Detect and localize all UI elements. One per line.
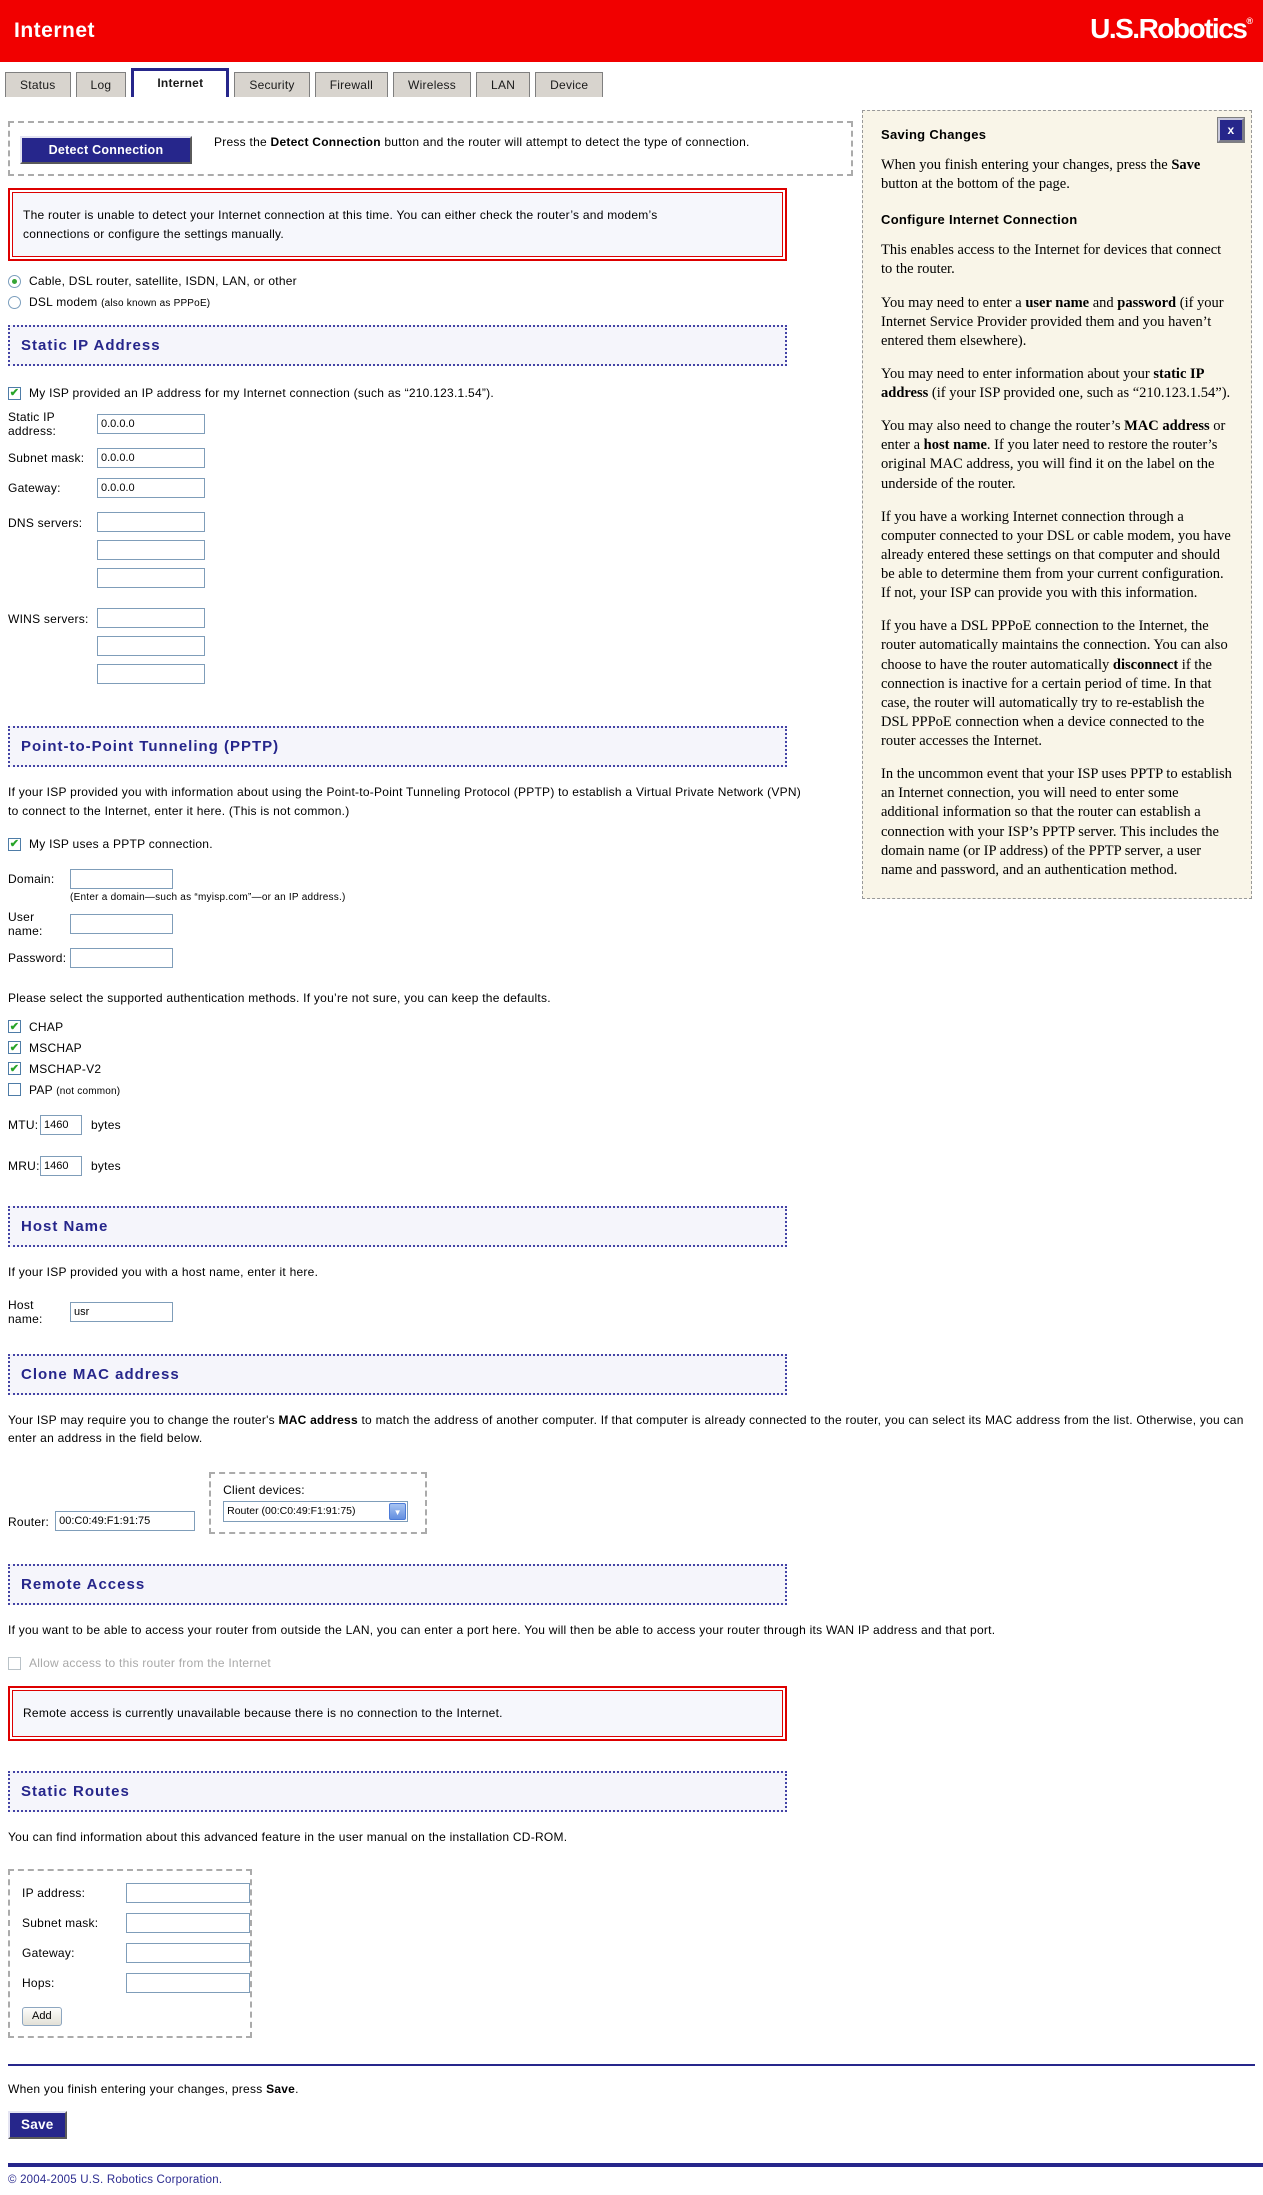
checkmark-icon: ✔ <box>9 1020 20 1033</box>
username-label: User name: <box>8 910 43 939</box>
checkbox-unchecked-icon[interactable] <box>8 1083 21 1096</box>
dns-server-inputs <box>97 512 205 588</box>
tab-bar <box>5 70 1263 97</box>
section-static-routes-heading: Static Routes <box>8 1771 787 1812</box>
section-host-name-heading: Host Name <box>8 1206 787 1247</box>
help-paragraph: If you have a working Internet connection through a computer connected to your DSL or cable modem, you have already entered these settings on that computer and should be able to determine them from your current configuration. If not, your ISP can provide you with this information. <box>881 508 1231 602</box>
dropdown-arrow-icon: ▼ <box>389 1503 406 1520</box>
mru-input[interactable] <box>40 1156 82 1176</box>
clone-mac-description: Your ISP may require you to change the router's MAC address to match the address of another computer. If that computer is already connected to the router, you can select its MAC address from the list. Otherwise, you can enter an address in the field below. <box>8 1412 1244 1446</box>
help-paragraph: You may need to enter information about your static IP address (if your ISP provided one, such as “210.123.1.54”). <box>881 365 1231 401</box>
tab-internet[interactable]: Internet <box>131 68 229 97</box>
mtu-input[interactable] <box>40 1115 82 1135</box>
host-name-input[interactable] <box>70 1302 173 1322</box>
tab-log[interactable]: Log <box>76 72 127 97</box>
host-name-row <box>8 1298 1263 1326</box>
add-route-button[interactable]: Add <box>22 2007 62 2026</box>
radio-unselected-icon[interactable] <box>8 296 21 309</box>
route-hops-input[interactable] <box>126 1973 250 1993</box>
remote-unavailable-alert <box>8 1686 787 1741</box>
route-gateway-row <box>22 1943 240 1963</box>
username-row <box>8 910 1263 938</box>
footer-divider <box>8 2064 1255 2066</box>
route-subnet-label: Subnet mask: <box>22 1915 99 1930</box>
domain-hint: (Enter a domain—such as “myisp.com”—or an IP address.) <box>70 892 346 904</box>
checkbox-label: MSCHAP <box>29 1040 82 1055</box>
route-subnet-input[interactable] <box>126 1913 250 1933</box>
detect-connection-description: Press the Detect Connection button and the router will attempt to detect the type of connection. <box>214 135 750 149</box>
wins-server-input-3[interactable] <box>97 664 205 684</box>
auth-methods-description: Please select the supported authentication methods. If you’re not sure, you can keep the defaults. <box>8 991 551 1006</box>
page-title: Internet <box>14 19 96 42</box>
client-devices-panel <box>209 1472 427 1534</box>
tab-lan[interactable]: LAN <box>476 72 530 97</box>
help-paragraph: You may also need to change the router’s MAC address or enter a host name. If you later need to restore the router’s original MAC address, you will find it on the label on the underside of the router. <box>881 418 1226 492</box>
help-paragraph: You may need to enter a user name and password (if your Internet Service Provider provided them and you haven’t entered them elsewhere). <box>881 294 1224 349</box>
checkbox-checked-icon[interactable] <box>8 1041 21 1054</box>
dns-server-input-2[interactable] <box>97 540 205 560</box>
route-gateway-label: Gateway: <box>22 1945 75 1960</box>
no-connection-alert-text: The router is unable to detect your Internet connection at this time. You can either check the router’s and modem’s connections or configure the settings manually. <box>23 208 658 241</box>
username-input[interactable] <box>70 914 173 934</box>
dns-server-input-1[interactable] <box>97 512 205 532</box>
checkbox-label: MSCHAP-V2 <box>29 1061 102 1076</box>
copyright-text: © 2004-2005 U.S. Robotics Corporation. <box>8 2173 223 2186</box>
route-hops-label: Hops: <box>22 1975 55 1990</box>
route-gateway-input[interactable] <box>126 1943 250 1963</box>
no-connection-alert <box>8 188 787 261</box>
static-ip-input[interactable] <box>97 414 205 434</box>
clone-mac-controls <box>8 1472 1263 1534</box>
client-devices-selected-option: Router (00:C0:49:F1:91:75) <box>227 1505 356 1518</box>
auth-mschap-row <box>8 1041 1263 1055</box>
subnet-mask-input[interactable] <box>97 448 205 468</box>
checkbox-label-text: PAP <box>29 1082 53 1097</box>
section-clone-mac-heading: Clone MAC address <box>8 1354 787 1395</box>
mru-units: bytes <box>91 1158 121 1173</box>
tab-wireless[interactable]: Wireless <box>393 72 471 97</box>
checkbox-checked-icon[interactable] <box>8 387 21 400</box>
dns-server-input-3[interactable] <box>97 568 205 588</box>
allow-remote-access-row <box>8 1656 1263 1670</box>
router-mac-input[interactable] <box>55 1511 195 1531</box>
remote-unavailable-alert-text: Remote access is currently unavailable because there is no connection to the Internet. <box>23 1706 503 1721</box>
checkbox-label <box>29 1083 120 1097</box>
checkmark-icon: ✔ <box>9 1062 20 1075</box>
dns-servers-label: DNS servers: <box>8 516 83 531</box>
mru-row <box>8 1156 1263 1176</box>
route-ip-label: IP address: <box>22 1885 86 1900</box>
radio-dot-icon <box>12 279 17 284</box>
pptp-description: If your ISP provided you with information about using the Point-to-Point Tunneling Protocol (PPTP) to establish a Virtual Private Network (VPN) to connect to the Internet, enter it here. (This is not common.) <box>8 785 802 818</box>
footer-bar <box>8 2163 1263 2167</box>
tab-security[interactable]: Security <box>234 72 309 97</box>
mtu-label: MTU: <box>8 1117 39 1132</box>
remote-access-description: If you want to be able to access your router from outside the LAN, you can enter a port here. You will then be able to access your router through its WAN IP address and that port. <box>8 1622 996 1637</box>
wins-servers-label: WINS servers: <box>8 612 89 627</box>
host-name-description: If your ISP provided you with a host name, enter it here. <box>8 1264 319 1279</box>
checkbox-label: My ISP provided an IP address for my Internet connection (such as “210.123.1.54”). <box>29 386 494 401</box>
auth-methods-group <box>8 1020 1263 1097</box>
auth-mschapv2-row <box>8 1062 1263 1076</box>
help-paragraph: In the uncommon event that your ISP uses PPTP to establish an Internet connection, you will need to enter some additional information so that the router can establish a connection with your ISP’s PPTP server. This includes the domain name (or IP address) of the PPTP server, a user name and password, and an authentication method. <box>881 766 1232 878</box>
help-paragraph: If you have a DSL PPPoE connection to the Internet, the router automatically maintains the connection. You can also choose to have the router automatically disconnect if the connection is inactive for a certain period of time. In that case, the router will automatically try to re-establish the DSL PPPoE connection when a device connected to the router accesses the Internet. <box>881 618 1228 749</box>
wins-server-input-2[interactable] <box>97 636 205 656</box>
help-panel <box>862 110 1252 899</box>
detect-connection-panel <box>8 121 853 176</box>
close-icon[interactable]: x <box>1218 118 1244 142</box>
static-routes-panel <box>8 1869 252 2038</box>
route-hops-row <box>22 1973 240 1993</box>
checkmark-icon: ✔ <box>9 387 20 400</box>
remote-unavailable-alert-body <box>12 1690 783 1737</box>
mtu-row <box>8 1115 1263 1135</box>
route-ip-input[interactable] <box>126 1883 250 1903</box>
radio-label-text: DSL modem <box>29 295 98 310</box>
checkmark-icon: ✔ <box>9 838 20 851</box>
checkbox-label: Allow access to this router from the Internet <box>29 1656 272 1671</box>
checkbox-checked-icon[interactable] <box>8 1062 21 1075</box>
client-devices-select[interactable] <box>223 1501 408 1522</box>
domain-label: Domain: <box>8 872 55 887</box>
usrobotics-logo <box>1090 13 1253 45</box>
section-static-ip-heading: Static IP Address <box>8 325 787 366</box>
tab-firewall[interactable]: Firewall <box>315 72 388 97</box>
save-note: When you finish entering your changes, press Save. <box>8 2081 299 2096</box>
help-panel-title: Saving Changes <box>881 127 987 142</box>
tab-status[interactable]: Status <box>5 72 71 97</box>
wins-server-input-1[interactable] <box>97 608 205 628</box>
mtu-units: bytes <box>91 1117 121 1132</box>
detect-connection-button[interactable]: Detect Connection <box>20 136 192 164</box>
brand-text: U.S.Robotics <box>1090 13 1247 44</box>
checkmark-icon: ✔ <box>9 1041 20 1054</box>
help-paragraph: This enables access to the Internet for devices that connect to the router. <box>881 242 1222 278</box>
checkbox-label: My ISP uses a PPTP connection. <box>29 837 213 852</box>
checkbox-label: CHAP <box>29 1019 64 1034</box>
domain-input[interactable] <box>70 869 173 889</box>
auth-chap-row <box>8 1020 1263 1034</box>
subnet-mask-label: Subnet mask: <box>8 451 85 466</box>
route-subnet-row <box>22 1913 240 1933</box>
checkbox-label-note: (not common) <box>56 1085 121 1097</box>
route-ip-row <box>22 1883 240 1903</box>
radio-label: Cable, DSL router, satellite, ISDN, LAN, or other <box>29 274 297 289</box>
static-ip-label: Static IP address: <box>8 410 57 439</box>
auth-pap-row <box>8 1083 1263 1097</box>
registered-mark: ® <box>1246 16 1253 26</box>
checkbox-checked-icon[interactable] <box>8 838 21 851</box>
tab-device[interactable]: Device <box>535 72 603 97</box>
client-devices-label: Client devices: <box>223 1482 305 1497</box>
radio-label-note: (also known as PPPoE) <box>101 298 211 310</box>
mru-label: MRU: <box>8 1158 40 1173</box>
wins-server-inputs <box>97 608 205 684</box>
password-label: Password: <box>8 951 67 966</box>
help-subheading: Configure Internet Connection <box>881 212 1078 228</box>
static-routes-description: You can find information about this advanced feature in the user manual on the installation CD-ROM. <box>8 1829 568 1844</box>
gateway-input[interactable] <box>97 478 205 498</box>
radio-label <box>29 295 210 309</box>
help-paragraph: When you finish entering your changes, press the Save button at the bottom of the page. <box>881 157 1201 193</box>
router-mac-label: Router: <box>8 1514 50 1529</box>
password-row <box>8 948 1263 968</box>
checkbox-disabled-icon <box>8 1657 21 1670</box>
checkbox-checked-icon[interactable] <box>8 1020 21 1033</box>
host-name-label: Host name: <box>8 1297 43 1326</box>
radio-selected-icon[interactable] <box>8 275 21 288</box>
page-header <box>0 0 1263 62</box>
save-button[interactable]: Save <box>8 2111 67 2139</box>
section-remote-access-heading: Remote Access <box>8 1564 787 1605</box>
gateway-label: Gateway: <box>8 481 61 496</box>
password-input[interactable] <box>70 948 173 968</box>
no-connection-alert-body <box>12 192 783 257</box>
section-pptp-heading: Point-to-Point Tunneling (PPTP) <box>8 726 787 767</box>
